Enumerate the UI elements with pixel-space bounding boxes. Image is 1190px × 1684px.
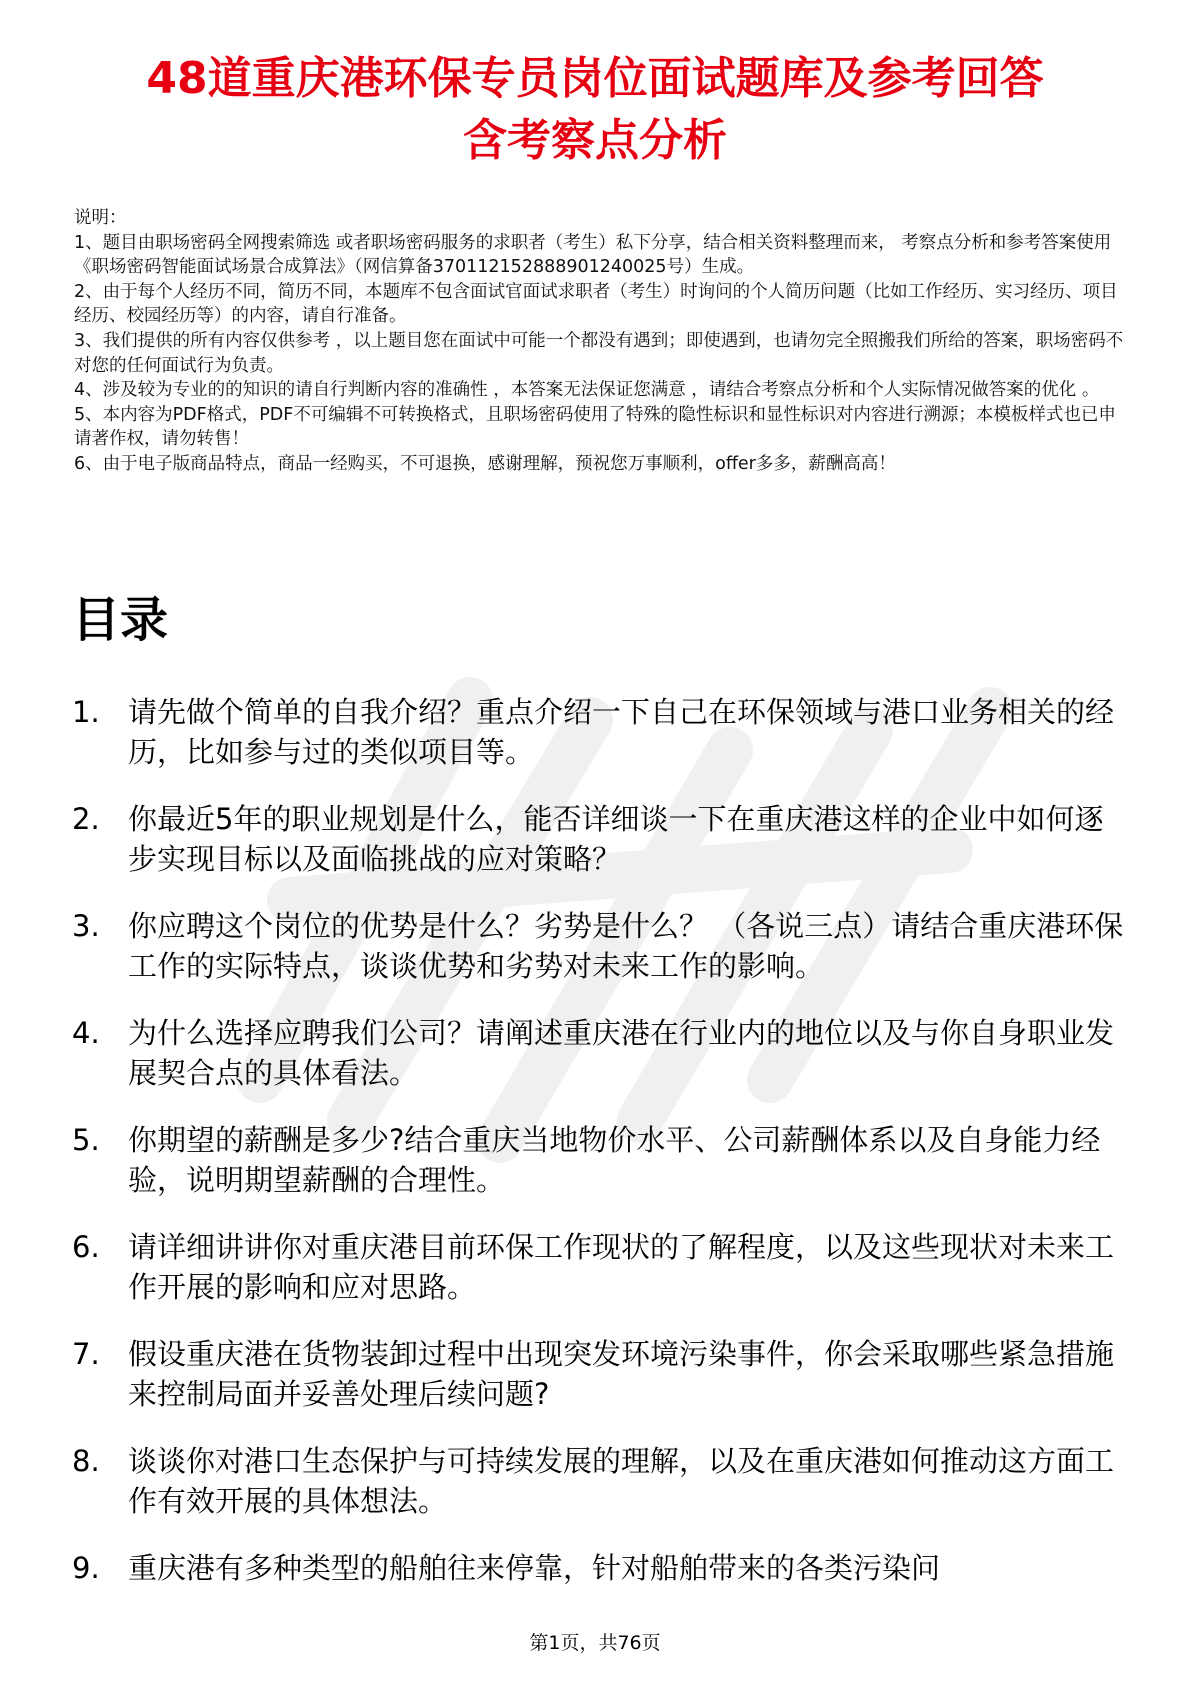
toc-item[interactable] (72, 692, 1132, 772)
note-item: 2、由于每个人经历不同，简历不同，本题库不包含面试官面试求职者（考生）时询问的个人简历问题（比如工作经历、实习经历、项目经历、校园经历等）的内容，请自行准备。 (74, 281, 1118, 327)
toc-item-number: 8. (72, 1444, 100, 1478)
toc-item-number: 4. (72, 1016, 100, 1050)
toc-item-text: 你最近5年的职业规划是什么，能否详细谈一下在重庆港这样的企业中如何逐步实现目标以及面临挑战的应对策略？ (128, 802, 1104, 876)
toc-item[interactable] (72, 1120, 1132, 1200)
note-heading: 说明： (74, 208, 127, 228)
toc-item-text: 为什么选择应聘我们公司？请阐述重庆港在行业内的地位以及与你自身职业发展契合点的具体看法。 (128, 1016, 1115, 1090)
toc-item[interactable] (72, 1441, 1132, 1521)
toc-item-number: 5. (72, 1123, 100, 1157)
toc-item-number: 6. (72, 1230, 100, 1264)
toc-item-number: 3. (72, 909, 100, 943)
toc-list (72, 692, 1132, 1615)
page-footer: 第1页，共76页 (529, 1632, 661, 1654)
title-line-2: 含考察点分析 (463, 115, 727, 166)
disclaimer-notes (74, 206, 1124, 477)
toc-item-number: 1. (72, 695, 100, 729)
toc-item[interactable] (72, 1227, 1132, 1307)
toc-item-number: 9. (72, 1551, 100, 1585)
note-item: 3、我们提供的所有内容仅供参考 ，以上题目您在面试中可能一个都没有遇到；即使遇到，也请勿完全照搬我们所给的答案，职场密码不对您的任何面试行为负责。 (74, 330, 1124, 376)
toc-item[interactable] (72, 1548, 1132, 1588)
toc-item-text: 假设重庆港在货物装卸过程中出现突发环境污染事件，你会采取哪些紧急措施来控制局面并妥善处理后续问题? (128, 1337, 1115, 1411)
toc-item-number: 2. (72, 802, 100, 836)
toc-item-text: 你期望的薪酬是多少?结合重庆当地物价水平、公司薪酬体系以及自身能力经验，说明期望薪酬的合理性。 (128, 1123, 1101, 1197)
toc-item[interactable] (72, 1334, 1132, 1414)
toc-item[interactable] (72, 1013, 1132, 1093)
toc-heading: 目录 (72, 592, 169, 648)
toc-item-text: 请详细讲讲你对重庆港目前环保工作现状的了解程度，以及这些现状对未来工作开展的影响和应对思路。 (128, 1230, 1115, 1304)
note-item: 1、题目由职场密码全网搜索筛选 或者职场密码服务的求职者（考生）私下分享，结合相关资料整理而来， 考察点分析和参考答案使用《职场密码智能面试场景合成算法》（网信算备370112152888901240025号）生成。 (74, 232, 1112, 278)
title-line-1: 48道重庆港环保专员岗位面试题库及参考回答 (146, 53, 1044, 104)
note-item: 5、本内容为PDF格式，PDF不可编辑不可转换格式，且职场密码使用了特殊的隐性标识和显性标识对内容进行溯源；本模板样式也已申请著作权，请勿转售！ (74, 404, 1116, 450)
toc-item[interactable] (72, 799, 1132, 879)
toc-item[interactable] (72, 906, 1132, 986)
toc-item-text: 重庆港有多种类型的船舶往来停靠，针对船舶带来的各类污染问 (128, 1551, 941, 1585)
toc-item-number: 7. (72, 1337, 100, 1371)
toc-item-text: 你应聘这个岗位的优势是什么？劣势是什么？ （各说三点）请结合重庆港环保工作的实际特点，谈谈优势和劣势对未来工作的影响。 (128, 909, 1124, 983)
document-title (40, 48, 1150, 172)
note-item: 4、涉及较为专业的的知识的请自行判断内容的准确性 ，本答案无法保证您满意 ，请结合考察点分析和个人实际情况做答案的优化 。 (74, 380, 1100, 401)
toc-item-text: 谈谈你对港口生态保护与可持续发展的理解，以及在重庆港如何推动这方面工作有效开展的具体想法。 (128, 1444, 1115, 1518)
toc-item-text: 请先做个简单的自我介绍？重点介绍一下自己在环保领域与港口业务相关的经历，比如参与过的类似项目等。 (128, 695, 1115, 769)
note-item: 6、由于电子版商品特点，商品一经购买，不可退换，感谢理解，预祝您万事顺利，offer多多，薪酬高高！ (74, 453, 896, 474)
